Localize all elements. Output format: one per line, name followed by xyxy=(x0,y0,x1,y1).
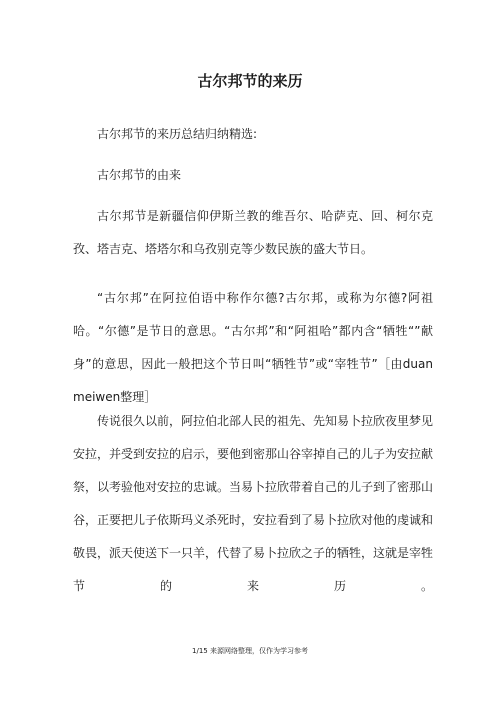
page-footer: 1/15 来源网络整理，仅作为学习参考 xyxy=(192,647,308,655)
document-title: 古尔邦节的来历 xyxy=(197,72,303,90)
intro-paragraph: 古尔邦节的来历总结归纳精选: xyxy=(97,127,258,141)
body-paragraph: “古尔邦”在阿拉伯语中称作尔德?古尔邦，或称为尔德?阿祖哈。“尔德”是节日的意思。“古尔邦”和“阿祖哈”都内含“牺牲“”献身”的意思，因此一般把这个节日叫“牺牲节”或“宰牲节”［由duanmeiwen整理］ xyxy=(73,291,433,404)
body-paragraph: 传说很久以前，阿拉伯北部人民的祖先、先知易卜拉欣夜里梦见安拉，并受到安拉的启示，要他到密那山谷宰掉自己的儿子为安拉献祭，以考验他对安拉的忠诚。当易卜拉欣带着自己的儿子到了密那山谷，正要把儿子依斯玛义杀死时，安拉看到了易卜拉欣对他的虔诚和敬畏，派天使送下一只羊，代替了易卜拉欣之子的牺牲，这就是宰牲节的来历。 xyxy=(73,414,434,593)
section-heading: 古尔邦节的由来 xyxy=(97,168,182,182)
body-paragraph: 古尔邦节是新疆信仰伊斯兰教的维吾尔、哈萨克、回、柯尔克孜、塔吉克、塔塔尔和乌孜别克等少数民族的盛大节日。 xyxy=(73,209,433,256)
